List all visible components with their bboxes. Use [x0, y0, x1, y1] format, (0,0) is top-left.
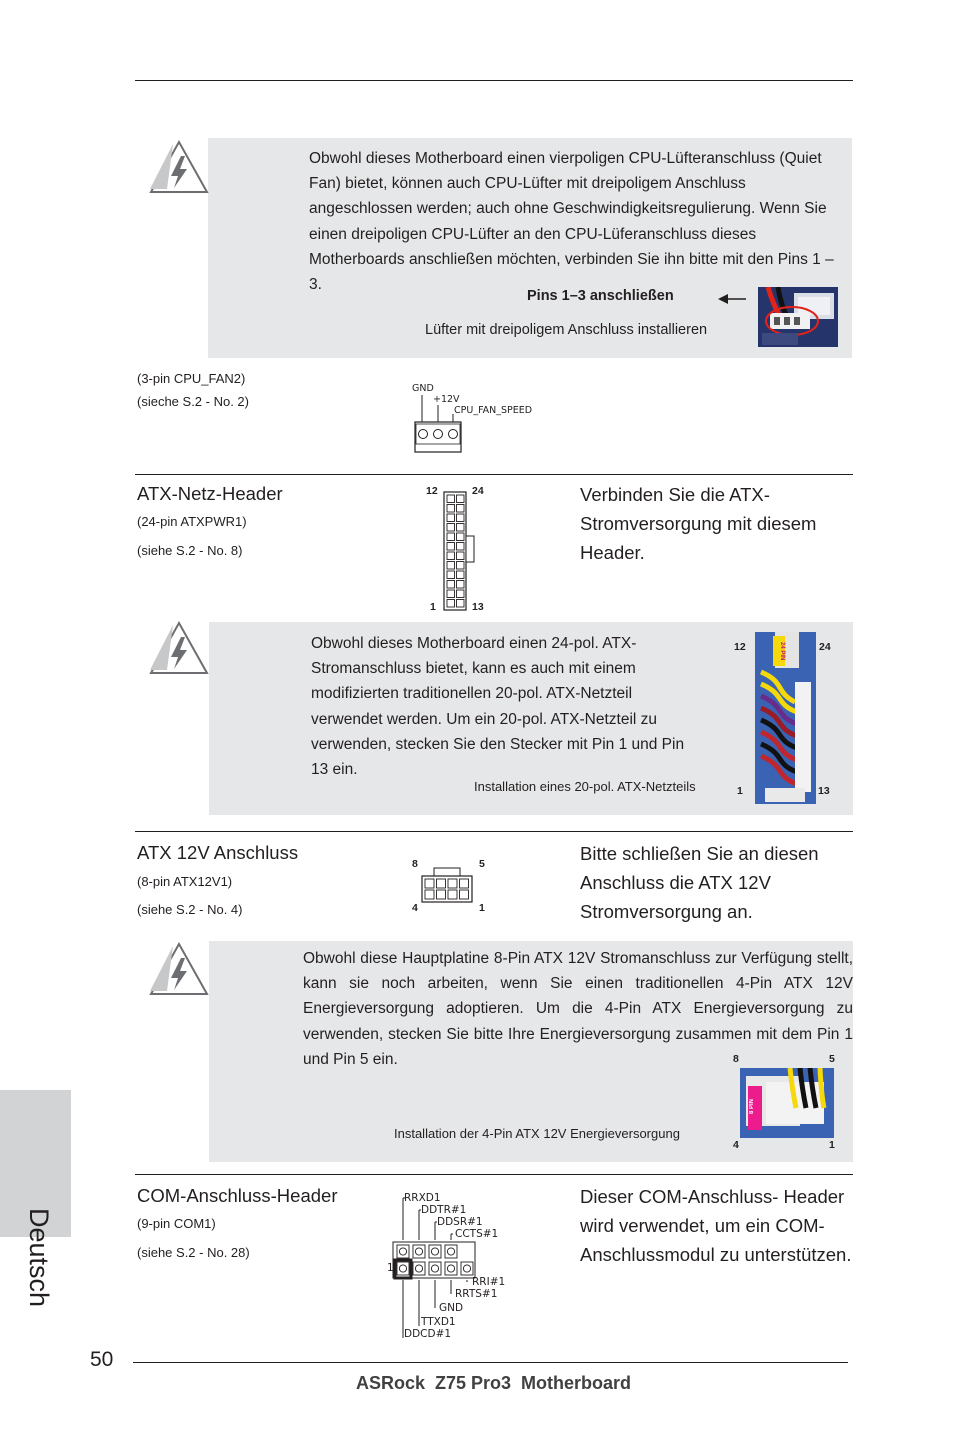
- cpu-fan2-ref: (sieche S.2 - No. 2): [137, 394, 249, 409]
- atx-pin: [447, 590, 455, 598]
- com-pin-ddcd1: DDCD#1: [404, 1328, 452, 1340]
- atx-pin: [457, 581, 465, 589]
- com-pin-rri1: RRI#1: [472, 1276, 506, 1288]
- atx12v-pin-4: 4: [412, 902, 418, 914]
- atx-pin-1: 1: [430, 601, 436, 613]
- atx-power-ref: (siehe S.2 - No. 8): [137, 543, 243, 558]
- atx12v-pin-label: (8-pin ATX12V1): [137, 874, 233, 889]
- com-pin: [413, 1245, 425, 1258]
- atx-pin: [457, 524, 465, 532]
- atx12v-title: ATX 12V Anschluss: [137, 842, 299, 863]
- atx12v-pin-8: 8: [412, 858, 418, 870]
- atx12v-pin: [425, 890, 434, 899]
- atx-pin: [447, 543, 455, 551]
- com-pin-ccts1: CCTS#1: [455, 1228, 499, 1240]
- com-pin: [429, 1262, 441, 1275]
- atx-pin: [447, 581, 455, 589]
- com-pin: [445, 1262, 457, 1275]
- atx-pin: [447, 505, 455, 513]
- fan-note-text: Obwohl dieses Motherboard einen vierpoligen CPU-Lüfteranschluss (Quiet Fan) bietet, können auch CPU-Lüfter mit dreipoligem Anschluss angeschlossen werden; auch ohne Geschwindigkeitsregulierung. Wenn Sie einen dreipoligen CPU-Lüfter an den CPU-Lüferanschluss dieses Motherboards anschließen möchten, verbinden Sie ihn bitte mit den Pins 1 – 3.: [309, 150, 834, 294]
- arrow-left-icon: [716, 290, 748, 308]
- photo-pin-8: 8: [733, 1053, 739, 1065]
- footer-rule: [133, 1362, 848, 1363]
- rule-atx: [135, 474, 853, 475]
- com-pin: [413, 1262, 425, 1275]
- atx12v-pin: [460, 879, 469, 888]
- com-pin-ttxd1: TTXD1: [421, 1316, 456, 1328]
- photo-pin-12: 12: [734, 641, 746, 653]
- com-pin: [461, 1262, 473, 1275]
- atx-pin-24: 24: [472, 485, 484, 497]
- atx-pin: [447, 533, 455, 541]
- photo-pin-1: 1: [829, 1139, 835, 1151]
- atx12v-note-text: Obwohl diese Hauptplatine 8-Pin ATX 12V Stromanschluss zur Verfügung stellt, kann sie noch arbeiten, wenn Sie einen traditionellen 4-Pin ATX 12V Energieversorgung adoptieren. Um die 4-Pin ATX Energieversorgung zu verwenden, stecken Sie bitte Ihre Energieversorgung zusammen mit dem Pin 1 und Pin 5 ein.: [303, 950, 853, 1068]
- warning-icon: [147, 619, 211, 677]
- pin-12v-label: +12V: [433, 394, 460, 405]
- atx-pin: [457, 514, 465, 522]
- warning-icon: [147, 138, 211, 196]
- atx12v-pin: [448, 879, 457, 888]
- atx-pin-13: 13: [472, 601, 484, 613]
- com-ref: (siehe S.2 - No. 28): [137, 1245, 250, 1260]
- rule-atx12v: [135, 831, 853, 832]
- atx-pin: [447, 495, 455, 503]
- atx12v-note-caption: Installation der 4-Pin ATX 12V Energieversorgung: [394, 1126, 680, 1141]
- atx-pin: [457, 590, 465, 598]
- atx-pin: [457, 552, 465, 560]
- rule-com: [135, 1174, 853, 1175]
- atx-pin: [447, 514, 455, 522]
- atx-pin: [457, 562, 465, 570]
- com-pin-1: 1: [387, 1262, 394, 1274]
- atx-pin: [457, 600, 465, 608]
- com-pin-label: (9-pin COM1): [137, 1216, 216, 1231]
- atx-24pin-diagram: [442, 490, 476, 612]
- atx-pin: [457, 495, 465, 503]
- atx-pin: [457, 571, 465, 579]
- com-pin: [445, 1245, 457, 1258]
- atx12v-pin: [425, 879, 434, 888]
- com-pin-gnd: GND: [439, 1302, 464, 1314]
- language-side-tab: [0, 1090, 71, 1308]
- atx-pin: [457, 533, 465, 541]
- cpu-fan2-diagram: [412, 392, 464, 454]
- photo-pin-24: 24: [819, 641, 831, 653]
- atx-pin: [457, 505, 465, 513]
- photo-pin-4: 4: [733, 1139, 739, 1151]
- atx12v-pin: [460, 890, 469, 899]
- com-title: COM-Anschluss-Header: [137, 1185, 338, 1206]
- cpu-fan2-pin-label: (3-pin CPU_FAN2): [137, 371, 246, 386]
- atx-note-caption: Installation eines 20-pol. ATX-Netzteils: [474, 779, 696, 794]
- photo-pin-13: 13: [818, 785, 830, 797]
- atx12v-pin: [437, 879, 446, 888]
- photo-pin-5: 5: [829, 1053, 835, 1065]
- atx12v-pin: [448, 890, 457, 899]
- photo-pin-1: 1: [737, 785, 743, 797]
- com-pin-ddsr1: DDSR#1: [437, 1216, 483, 1228]
- atx12v-description: Bitte schließen Sie an diesen Anschluss die ATX 12V Stromversorgung an.: [580, 843, 819, 922]
- atx-pin: [447, 552, 455, 560]
- pin-gnd-label: GND: [412, 383, 434, 394]
- language-side-tab-label: Deutsch: [24, 1208, 54, 1308]
- com-pin: [397, 1245, 409, 1258]
- atx-pin: [447, 571, 455, 579]
- fan-caption: Lüfter mit dreipoligem Anschluss installieren: [425, 322, 708, 338]
- footer-product: ASRock Z75 Pro3 Motherboard: [356, 1373, 632, 1393]
- atx12v-8pin-diagram: [420, 866, 476, 904]
- atx-pin-12: 12: [426, 485, 438, 497]
- atx12v-ref: (siehe S.2 - No. 4): [137, 902, 243, 917]
- atx12v-8pin-photo-label: 8 PIN: [749, 1098, 755, 1114]
- top-rule: [135, 80, 853, 81]
- page-number: 50: [90, 1348, 114, 1371]
- atx12v-pin-5: 5: [479, 858, 485, 870]
- atx12v-pin: [437, 890, 446, 899]
- com-pin-rrts1: RRTS#1: [455, 1288, 498, 1300]
- atx-note-text: Obwohl dieses Motherboard einen 24-pol. ATX-Stromanschluss bietet, kann es auch mit einem modifizierten traditionellen 20-pol. ATX-Netzteil verwendet werden. Um ein 20-pol. ATX-Netzteil zu verwenden, stecken Sie den Stecker mit Pin 1 und Pin 13 ein.: [311, 635, 685, 779]
- com-pin: [429, 1245, 441, 1258]
- atx-pin: [447, 600, 455, 608]
- atx-power-title: ATX-Netz-Header: [137, 483, 283, 504]
- com-pin-ddtr1: DDTR#1: [421, 1204, 467, 1216]
- atx-pin: [447, 562, 455, 570]
- com-pin: [397, 1262, 409, 1275]
- warning-icon: [147, 940, 211, 998]
- fan-connector-photo: [758, 287, 838, 347]
- fan-callout: Pins 1–3 anschließen: [527, 288, 674, 304]
- atx-pin: [447, 524, 455, 532]
- atx-power-pin-label: (24-pin ATXPWR1): [137, 514, 247, 529]
- atx-24pin-photo: [755, 632, 816, 804]
- atx12v-pin-1: 1: [479, 902, 485, 914]
- atx-pin: [457, 543, 465, 551]
- atx-power-description: Verbinden Sie die ATX-Stromversorgung mit diesem Header.: [580, 484, 817, 563]
- pin-speed-label: CPU_FAN_SPEED: [454, 405, 533, 416]
- com-description: Dieser COM-Anschluss- Header wird verwendet, um ein COM-Anschlussmodul zu unterstützen.: [580, 1186, 852, 1265]
- atx-24pin-photo-label: 24 PIN: [773, 636, 785, 666]
- com-pin-rrxd1: RRXD1: [404, 1192, 441, 1204]
